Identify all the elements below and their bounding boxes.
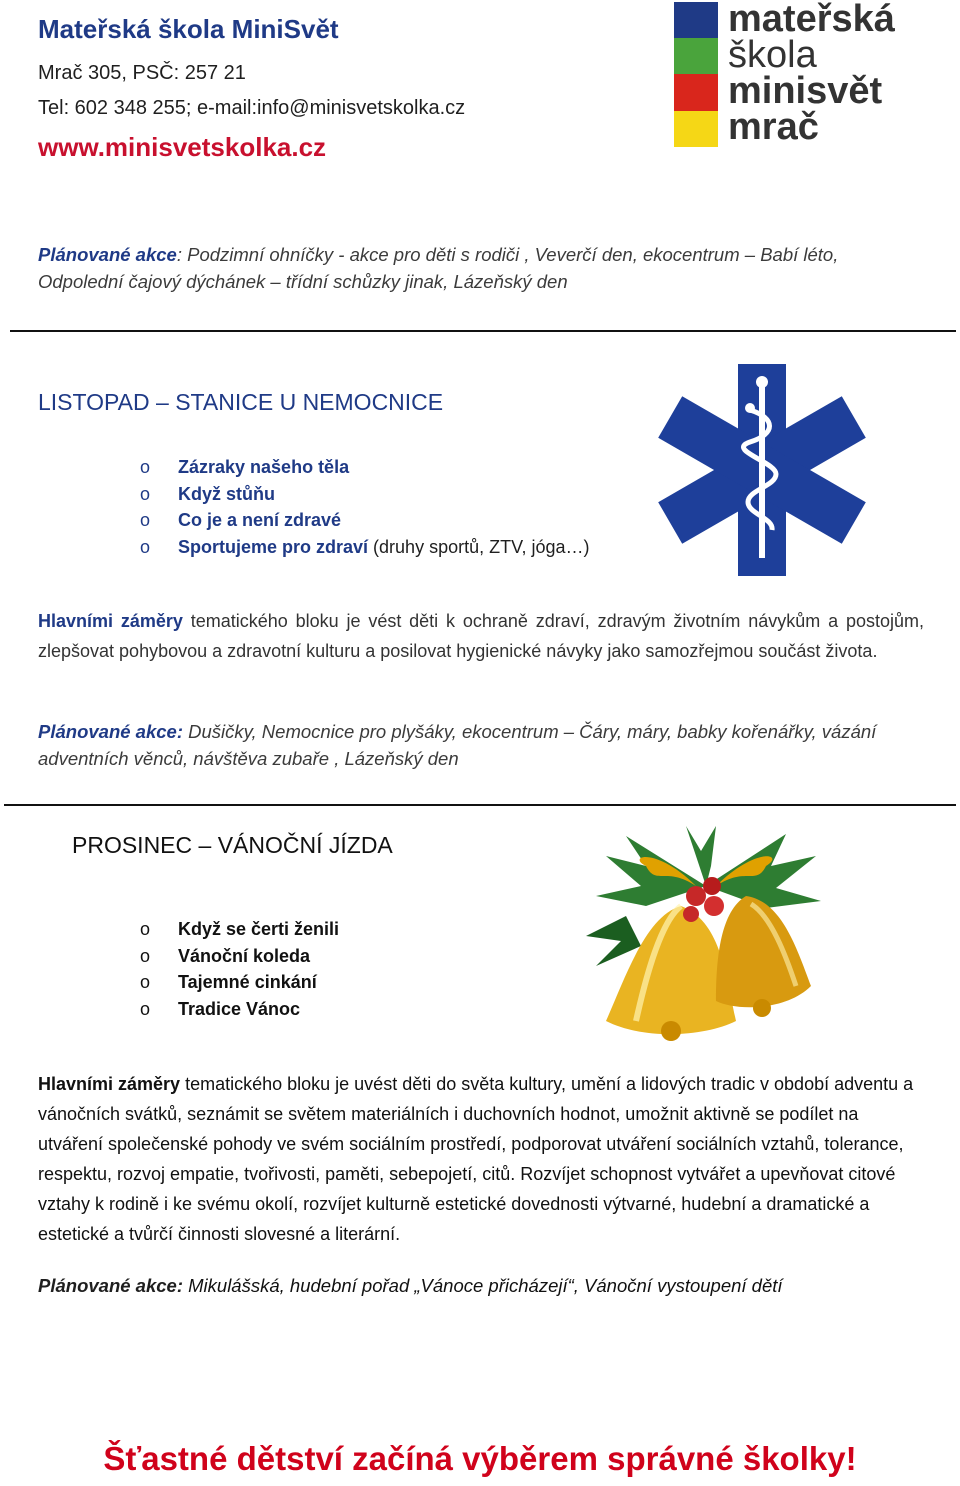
november-goals: Hlavními záměry tematického bloku je vést děti k ochraně zdraví, zdravým životním návykům a postojům, zlepšovat pohybovou a zdravotní kulturu a posilovat hygienické návyky jako samozřejmou součást života.	[38, 611, 924, 661]
list-item: o Když stůňu	[140, 481, 589, 508]
logo-line-3: minisvět	[728, 70, 883, 112]
school-website[interactable]: www.minisvetskolka.cz	[38, 132, 327, 162]
bullet-icon: o	[140, 919, 151, 939]
december-goals: Hlavními záměry tematického bloku je uvést děti do světa kultury, umění a lidových tradic v období adventu a vánočních svátků, seznámit se světem materiálních i duchovních hodnot, umožnit aktivně se podílet na utváření společenské pohody ve svém sociálním prostředí, podporovat utváření sociálních vztahů, tolerance, respektu, rozvoj empatie, tvořivosti, paměti, sebepojetí, citů. Rozvíjet schopnost vytvářet a upevňovat citové vztahy k rodině i ke svému okolí, rozvíjet kulturně estetické dovednosti výtvarné, hudební a dramatické a estetické a tvůrčí činnosti slovesné a literární.	[38, 1074, 914, 1244]
logo-line-4: mrač	[728, 106, 819, 148]
list-item: o Vánoční koleda	[140, 943, 339, 970]
slogan: Šťastné dětství začíná výběrem správné školky!	[103, 1440, 857, 1477]
logo-bar-green	[674, 38, 718, 74]
divider-2	[4, 804, 956, 806]
december-planned-actions: Plánované akce: Mikulášská, hudební pořad „Vánoce přicházejí“, Vánoční vystoupení dětí	[38, 1275, 783, 1296]
school-contact: Tel: 602 348 255; e-mail:info@minisvetskolka.cz	[38, 97, 466, 119]
list-item: o Tradice Vánoc	[140, 996, 339, 1023]
bullet-icon: o	[140, 483, 151, 504]
christmas-bells-icon	[586, 826, 826, 1048]
october-actions-label: Plánované akce	[38, 244, 177, 265]
list-item: o Tajemné cinkání	[140, 969, 339, 996]
december-actions-label: Plánované akce:	[38, 1275, 183, 1296]
list-item: o Co je a není zdravé	[140, 507, 589, 534]
bullet-icon: o	[140, 945, 151, 966]
logo-bar-yellow	[674, 111, 718, 147]
school-address: Mrač 305, PSČ: 257 21	[38, 62, 246, 84]
logo-bar-blue	[674, 2, 718, 38]
bullet-icon: o	[140, 536, 151, 557]
october-planned-actions	[38, 241, 928, 295]
school-logo	[674, 2, 904, 147]
divider-1	[10, 330, 956, 332]
december-topic-list	[140, 916, 339, 1022]
bullet-icon: o	[140, 998, 151, 1019]
november-goals-label: Hlavními záměry	[38, 611, 183, 631]
november-topic-list	[140, 454, 589, 560]
logo-line-1: mateřská	[728, 0, 895, 40]
october-actions-text: : Podzimní ohníčky - akce pro děti s rodiči , Veverčí den, ekocentrum – Babí léto, Odpolední čajový dýchánek – třídní schůzky jinak, Lázeňský den	[38, 244, 839, 292]
star-of-life-icon	[654, 362, 870, 578]
logo-line-2: škola	[728, 34, 817, 76]
november-heading: LISTOPAD – STANICE U NEMOCNICE	[38, 389, 444, 415]
december-heading: PROSINEC – VÁNOČNÍ JÍZDA	[72, 832, 393, 858]
list-item: o Když se čerti ženili	[140, 916, 339, 943]
december-goals-label: Hlavními záměry	[38, 1074, 181, 1094]
list-item: o Sportujeme pro zdraví (druhy sportů, ZTV, jóga…)	[140, 534, 589, 561]
bullet-icon: o	[140, 510, 151, 530]
bullet-icon: o	[140, 972, 151, 992]
logo-bar-red	[674, 74, 718, 111]
school-name: Mateřská škola MiniSvět	[38, 14, 339, 44]
bullet-icon: o	[140, 457, 151, 477]
november-actions-label: Plánované akce:	[38, 721, 183, 742]
november-planned-actions: Plánované akce: Dušičky, Nemocnice pro plyšáky, ekocentrum – Čáry, máry, babky kořenářky, vázání adventních věnců, návštěva zubaře , Lázeňský den	[38, 721, 877, 769]
list-item: o Zázraky našeho těla	[140, 454, 589, 481]
